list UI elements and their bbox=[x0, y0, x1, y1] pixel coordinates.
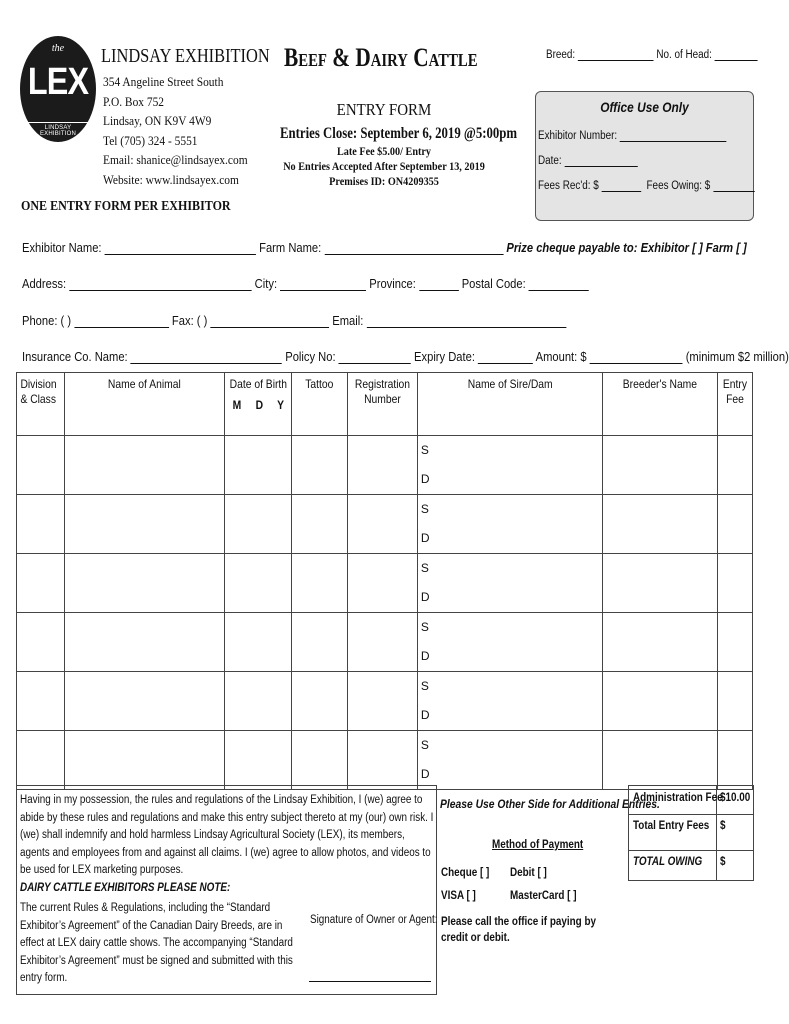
table-cell[interactable] bbox=[224, 554, 292, 613]
table-row[interactable] bbox=[17, 436, 753, 495]
table-cell[interactable] bbox=[64, 554, 224, 613]
table-cell[interactable] bbox=[224, 672, 292, 731]
debit-option[interactable]: Debit [ ] bbox=[510, 867, 547, 879]
org-website: Website: www.lindsayex.com bbox=[103, 171, 239, 187]
address-input[interactable] bbox=[69, 277, 251, 291]
sire-label: S bbox=[420, 679, 429, 693]
table-cell[interactable] bbox=[603, 731, 718, 790]
logo-lex: LEX bbox=[27, 61, 89, 103]
col-dob: Date of Birth M D Y bbox=[224, 373, 292, 436]
table-cell[interactable] bbox=[17, 554, 65, 613]
head-label: No. of Head: bbox=[656, 49, 712, 61]
table-cell[interactable] bbox=[417, 554, 602, 613]
dam-label: D bbox=[420, 767, 430, 781]
office-date-label: Date: bbox=[538, 155, 562, 167]
table-header-row bbox=[17, 373, 753, 436]
table-cell[interactable] bbox=[17, 495, 65, 554]
sire-label: S bbox=[420, 443, 429, 457]
table-cell[interactable] bbox=[417, 495, 602, 554]
prize-cheque-label[interactable]: Prize cheque payable to: Exhibitor [ ] Farm [ ] bbox=[506, 240, 747, 255]
admin-fee-label: Administration Fee bbox=[633, 792, 723, 804]
table-cell[interactable] bbox=[417, 672, 602, 731]
table-cell[interactable] bbox=[603, 436, 718, 495]
exhibitor-row bbox=[22, 240, 747, 255]
entries-close: Entries Close: September 6, 2019 @5:00pm bbox=[280, 125, 518, 142]
table-row[interactable] bbox=[17, 495, 753, 554]
table-cell[interactable] bbox=[224, 495, 292, 554]
table-cell[interactable] bbox=[603, 672, 718, 731]
expiry-label: Expiry Date: bbox=[414, 349, 475, 364]
amount-input[interactable] bbox=[590, 350, 683, 364]
farm-name-label: Farm Name: bbox=[259, 240, 322, 255]
one-entry-notice: ONE ENTRY FORM PER EXHIBITOR bbox=[21, 199, 231, 214]
exhibitor-number-field[interactable] bbox=[538, 128, 727, 142]
admin-fee-value: $10.00 bbox=[720, 792, 751, 804]
rules-box bbox=[16, 785, 437, 995]
phone-label: Phone: ( ) bbox=[22, 313, 72, 328]
other-side-note: Please Use Other Side for Additional Entries. bbox=[440, 797, 660, 811]
province-label: Province: bbox=[369, 276, 416, 291]
phone-input[interactable] bbox=[74, 314, 169, 328]
table-cell[interactable] bbox=[64, 495, 224, 554]
office-use-title: Office Use Only bbox=[600, 99, 689, 115]
table-cell[interactable] bbox=[64, 731, 224, 790]
email-label: Email: bbox=[332, 313, 364, 328]
expiry-input[interactable] bbox=[478, 350, 533, 364]
total-entry-label: Total Entry Fees bbox=[633, 820, 710, 832]
visa-option[interactable]: VISA [ ] bbox=[441, 890, 476, 902]
table-cell[interactable] bbox=[718, 436, 753, 495]
exhibitor-name-label: Exhibitor Name: bbox=[22, 240, 102, 255]
entry-form-heading: ENTRY FORM bbox=[336, 100, 432, 119]
table-cell[interactable] bbox=[603, 495, 718, 554]
policy-label: Policy No: bbox=[285, 349, 336, 364]
table-cell[interactable] bbox=[603, 554, 718, 613]
table-cell[interactable] bbox=[64, 436, 224, 495]
sire-label: S bbox=[420, 620, 429, 634]
col-animal: Name of Animal bbox=[64, 373, 224, 436]
office-use-box bbox=[535, 91, 754, 221]
late-fee: Late Fee $5.00/ Entry bbox=[336, 144, 432, 158]
table-cell[interactable] bbox=[64, 613, 224, 672]
amount-label: Amount: $ bbox=[535, 349, 587, 364]
signature-line[interactable] bbox=[309, 981, 431, 982]
signature-label: Signature of Owner or Agent: bbox=[310, 914, 438, 926]
dam-label: D bbox=[420, 472, 430, 486]
fees-owing-label: Fees Owing: $ bbox=[646, 180, 711, 192]
dob-sub: M D Y bbox=[232, 398, 284, 412]
org-info bbox=[103, 72, 248, 189]
farm-name-input[interactable] bbox=[324, 241, 503, 255]
table-cell[interactable] bbox=[347, 554, 417, 613]
policy-input[interactable] bbox=[339, 350, 411, 364]
table-cell[interactable] bbox=[17, 731, 65, 790]
dam-label: D bbox=[420, 708, 430, 722]
city-input[interactable] bbox=[280, 277, 366, 291]
no-entries-notice: No Entries Accepted After September 13, 2019 bbox=[283, 159, 485, 173]
table-cell[interactable] bbox=[718, 731, 753, 790]
table-cell[interactable] bbox=[718, 554, 753, 613]
table-cell[interactable] bbox=[718, 672, 753, 731]
call-office-note: Please call the office if paying by credit or debit. bbox=[441, 916, 597, 944]
table-cell[interactable] bbox=[347, 436, 417, 495]
insurance-row bbox=[22, 349, 789, 364]
table-cell[interactable] bbox=[224, 613, 292, 672]
table-cell[interactable] bbox=[417, 731, 602, 790]
org-email: Email: shanice@lindsayex.com bbox=[103, 152, 248, 167]
dam-label: D bbox=[420, 531, 430, 545]
mastercard-option[interactable]: MasterCard [ ] bbox=[510, 890, 577, 902]
phone-row bbox=[22, 313, 566, 328]
table-row[interactable] bbox=[17, 554, 753, 613]
dam-label: D bbox=[420, 649, 430, 663]
office-date-field[interactable] bbox=[538, 153, 638, 167]
fees-recd-label: Fees Rec'd: $ bbox=[538, 180, 599, 192]
sire-label: S bbox=[420, 502, 429, 516]
address-row bbox=[22, 276, 589, 291]
fax-input[interactable] bbox=[210, 314, 329, 328]
exhibitor-number-label: Exhibitor Number: bbox=[538, 130, 618, 142]
insurance-input[interactable] bbox=[131, 350, 282, 364]
table-cell[interactable] bbox=[718, 613, 753, 672]
col-tattoo: Tattoo bbox=[292, 373, 348, 436]
col-registration: Registration Number bbox=[347, 373, 417, 436]
note-text: The current Rules & Regulations, including the “Standard Exhibitor’s Agreement” of the Canadian Dairy Breeds, are in effect at LEX dairy cattle shows. The accompanying “Standard Exhibitor’s Agreement” must be signed and submitted with this entry form. bbox=[20, 902, 293, 984]
entries-table bbox=[16, 372, 753, 790]
total-owing-value[interactable]: $ bbox=[720, 856, 726, 868]
total-owing-label: TOTAL OWING bbox=[633, 856, 703, 868]
table-cell[interactable] bbox=[718, 495, 753, 554]
logo-subtitle: LINDSAY EXHIBITION bbox=[26, 122, 90, 137]
table-cell[interactable] bbox=[64, 672, 224, 731]
table-cell[interactable] bbox=[417, 613, 602, 672]
table-cell[interactable] bbox=[292, 495, 348, 554]
col-sire-dam: Name of Sire/Dam bbox=[417, 373, 602, 436]
table-cell[interactable] bbox=[603, 613, 718, 672]
org-tel: Tel (705) 324 - 5551 bbox=[103, 132, 198, 148]
cheque-option[interactable]: Cheque [ ] bbox=[441, 867, 490, 879]
table-cell[interactable] bbox=[17, 436, 65, 495]
premises-id: Premises ID: ON4209355 bbox=[329, 174, 439, 188]
table-cell[interactable] bbox=[224, 436, 292, 495]
table-cell[interactable] bbox=[17, 613, 65, 672]
table-cell[interactable] bbox=[17, 672, 65, 731]
postal-code-label: Postal Code: bbox=[461, 276, 526, 291]
sire-label: S bbox=[420, 738, 429, 752]
lex-logo bbox=[20, 36, 96, 142]
email-input[interactable] bbox=[366, 314, 566, 328]
fax-label: Fax: ( ) bbox=[171, 313, 208, 328]
total-entry-value[interactable]: $ bbox=[720, 820, 726, 832]
table-cell[interactable] bbox=[292, 731, 348, 790]
org-city: Lindsay, ON K9V 4W9 bbox=[103, 113, 212, 128]
breed-field[interactable] bbox=[546, 47, 758, 61]
table-cell[interactable] bbox=[292, 436, 348, 495]
dam-label: D bbox=[420, 590, 430, 604]
rules-text: Having in my possession, the rules and regulations of the Lindsay Exhibition, I (we) agree to abide by these rules and regulations and make this entry subject thereto at my (our) own risk. I (we) shall indemnify and hold harmless Lindsay Agricultural Society (LEX), its members, agents and employees from and against all claims. I (we) agree to allow photos, and videos to be used for LEX marketing purposes. bbox=[20, 794, 434, 876]
minimum-note: (minimum $2 million) bbox=[685, 349, 789, 364]
col-division: Division & Class bbox=[17, 373, 65, 436]
org-name: LINDSAY EXHIBITION bbox=[101, 45, 270, 67]
col-entry-fee: Entry Fee bbox=[718, 373, 753, 436]
page-title: Beef & Dairy Cattle bbox=[284, 43, 478, 72]
org-address: 354 Angeline Street South bbox=[103, 74, 224, 89]
table-cell[interactable] bbox=[292, 554, 348, 613]
breed-label: Breed: bbox=[546, 49, 576, 61]
insurance-label: Insurance Co. Name: bbox=[22, 349, 128, 364]
fees-table bbox=[628, 785, 754, 881]
payment-method-heading: Method of Payment bbox=[492, 839, 584, 851]
fees-field[interactable] bbox=[538, 178, 754, 192]
table-row[interactable] bbox=[17, 613, 753, 672]
table-cell[interactable] bbox=[347, 495, 417, 554]
entry-form-block bbox=[254, 100, 518, 189]
table-cell[interactable] bbox=[347, 613, 417, 672]
logo-the: the bbox=[51, 43, 65, 54]
postal-code-input[interactable] bbox=[529, 277, 589, 291]
table-cell[interactable] bbox=[347, 731, 417, 790]
col-breeder: Breeder's Name bbox=[603, 373, 718, 436]
city-label: City: bbox=[254, 276, 278, 291]
table-cell[interactable] bbox=[224, 731, 292, 790]
org-pobox: P.O. Box 752 bbox=[103, 93, 165, 109]
table-row[interactable] bbox=[17, 731, 753, 790]
exhibitor-name-input[interactable] bbox=[105, 241, 256, 255]
note-title: DAIRY CATTLE EXHIBITORS PLEASE NOTE: bbox=[20, 882, 231, 894]
table-cell[interactable] bbox=[292, 672, 348, 731]
table-cell[interactable] bbox=[417, 436, 602, 495]
table-cell[interactable] bbox=[292, 613, 348, 672]
table-row[interactable] bbox=[17, 672, 753, 731]
province-input[interactable] bbox=[419, 277, 459, 291]
address-label: Address: bbox=[22, 276, 67, 291]
sire-label: S bbox=[420, 561, 429, 575]
table-cell[interactable] bbox=[347, 672, 417, 731]
